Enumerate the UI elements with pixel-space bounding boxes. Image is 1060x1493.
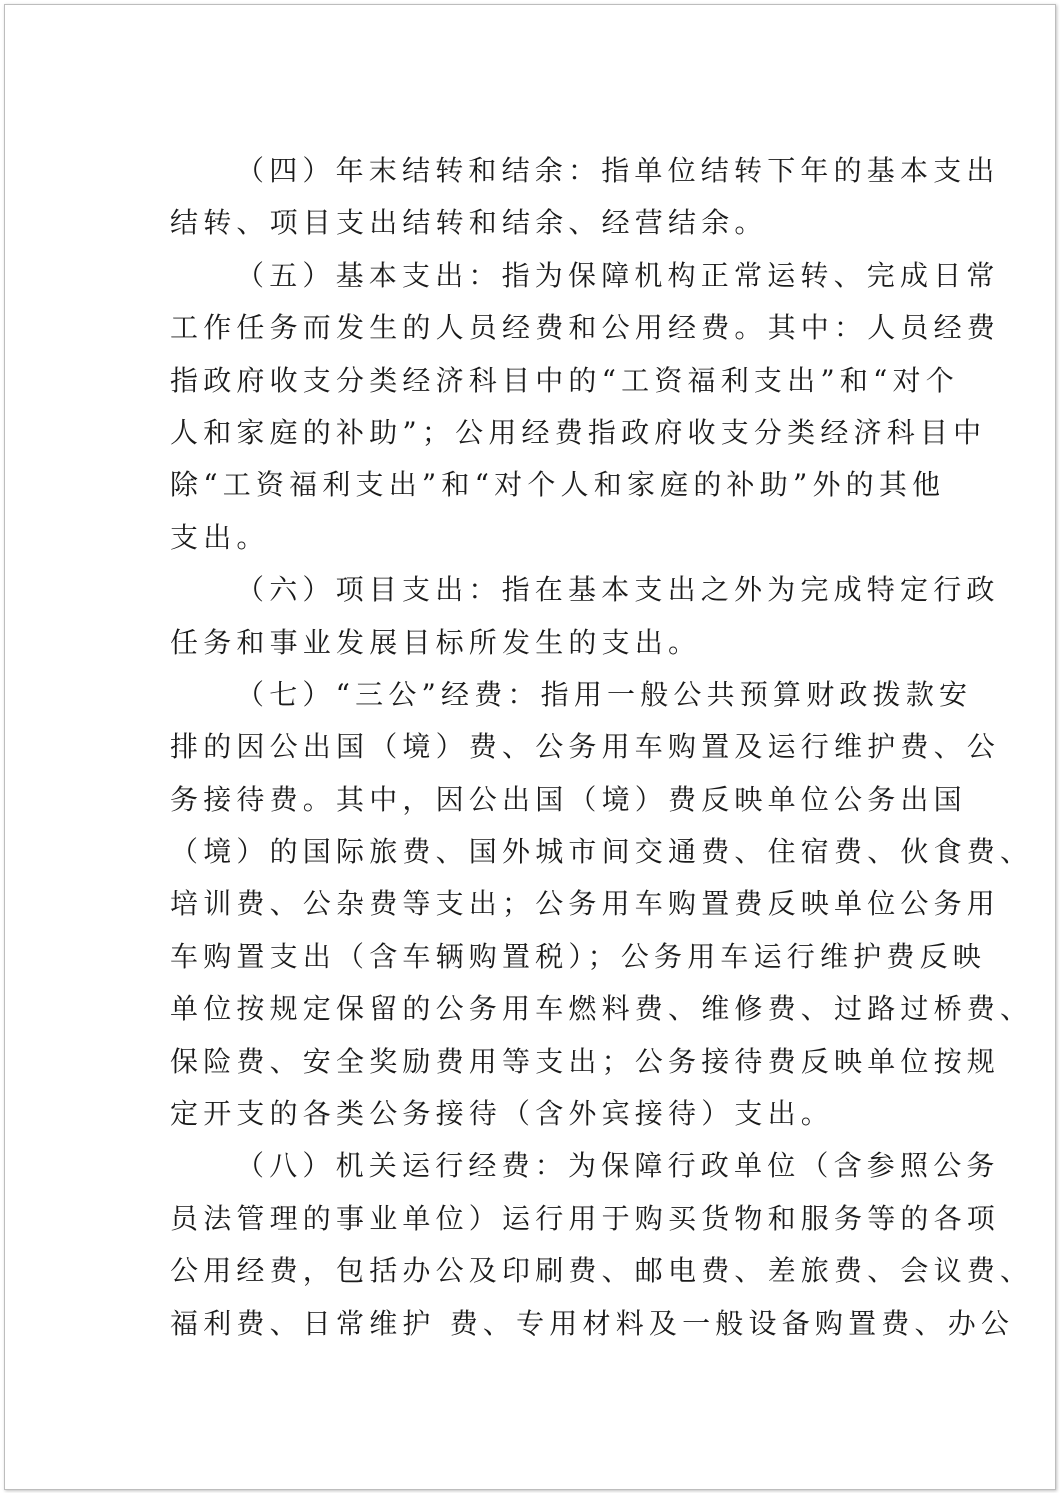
paragraph-8-line-1: （八）机关运行经费：为保障行政单位（含参照公务 [236,1149,1000,1183]
paragraph-6-line-2: 任务和事业发展目标所发生的支出。 [170,625,702,659]
paragraph-6-line-1: （六）项目支出：指在基本支出之外为完成特定行政 [236,573,1000,607]
document-body [170,145,1034,1350]
paragraph-5-line-6: 支出。 [170,520,270,554]
paragraph-7-line-2: 排的因公出国（境）费、公务用车购置及运行维护费、公 [170,730,1001,764]
paragraph-7-line-8: 保险费、安全奖励费用等支出；公务接待费反映单位按规 [170,1044,1001,1078]
paragraph-5-line-5: 除“工资福利支出”和“对个人和家庭的补助”外的其他 [170,468,946,502]
paragraph-7-line-4: （境）的国际旅费、国外城市间交通费、住宿费、伙食费、 [170,835,1034,869]
paragraph-5-line-1: （五）基本支出：指为保障机构正常运转、完成日常 [236,258,1000,292]
paragraph-4-line-2: 结转、项目支出结转和结余、经营结余。 [170,206,768,240]
paragraph-5-line-4: 人和家庭的补助”；公用经费指政府收支分类经济科目中 [170,415,987,449]
document-page [4,4,1056,1490]
paragraph-8-line-2: 员法管理的事业单位）运行用于购买货物和服务等的各项 [170,1201,1001,1235]
paragraph-7-line-3: 务接待费。其中，因公出国（境）费反映单位公务出国 [170,782,967,816]
paragraph-5-line-3: 指政府收支分类经济科目中的“工资福利支出”和“对个 [170,363,959,397]
paragraph-8-line-3: 公用经费，包括办公及印刷费、邮电费、差旅费、会议费、 [170,1254,1034,1288]
paragraph-7-line-9: 定开支的各类公务接待（含外宾接待）支出。 [170,1097,835,1131]
paragraph-5-line-2: 工作任务而发生的人员经费和公用经费。其中：人员经费 [170,311,1001,345]
paragraph-7-line-7: 单位按规定保留的公务用车燃料费、维修费、过路过桥费、 [170,992,1034,1026]
paragraph-7-line-1: （七）“三公”经费：指用一般公共预算财政拨款安 [236,677,973,711]
paragraph-4-line-1: （四）年末结转和结余：指单位结转下年的基本支出 [236,154,1000,187]
paragraph-8-line-4: 福利费、日常维护 费、专用材料及一般设备购置费、办公 [170,1306,1015,1340]
paragraph-7-line-5: 培训费、公杂费等支出；公务用车购置费反映单位公务用 [170,887,1001,921]
paragraph-7-line-6: 车购置支出（含车辆购置税）；公务用车运行维护费反映 [170,939,987,973]
